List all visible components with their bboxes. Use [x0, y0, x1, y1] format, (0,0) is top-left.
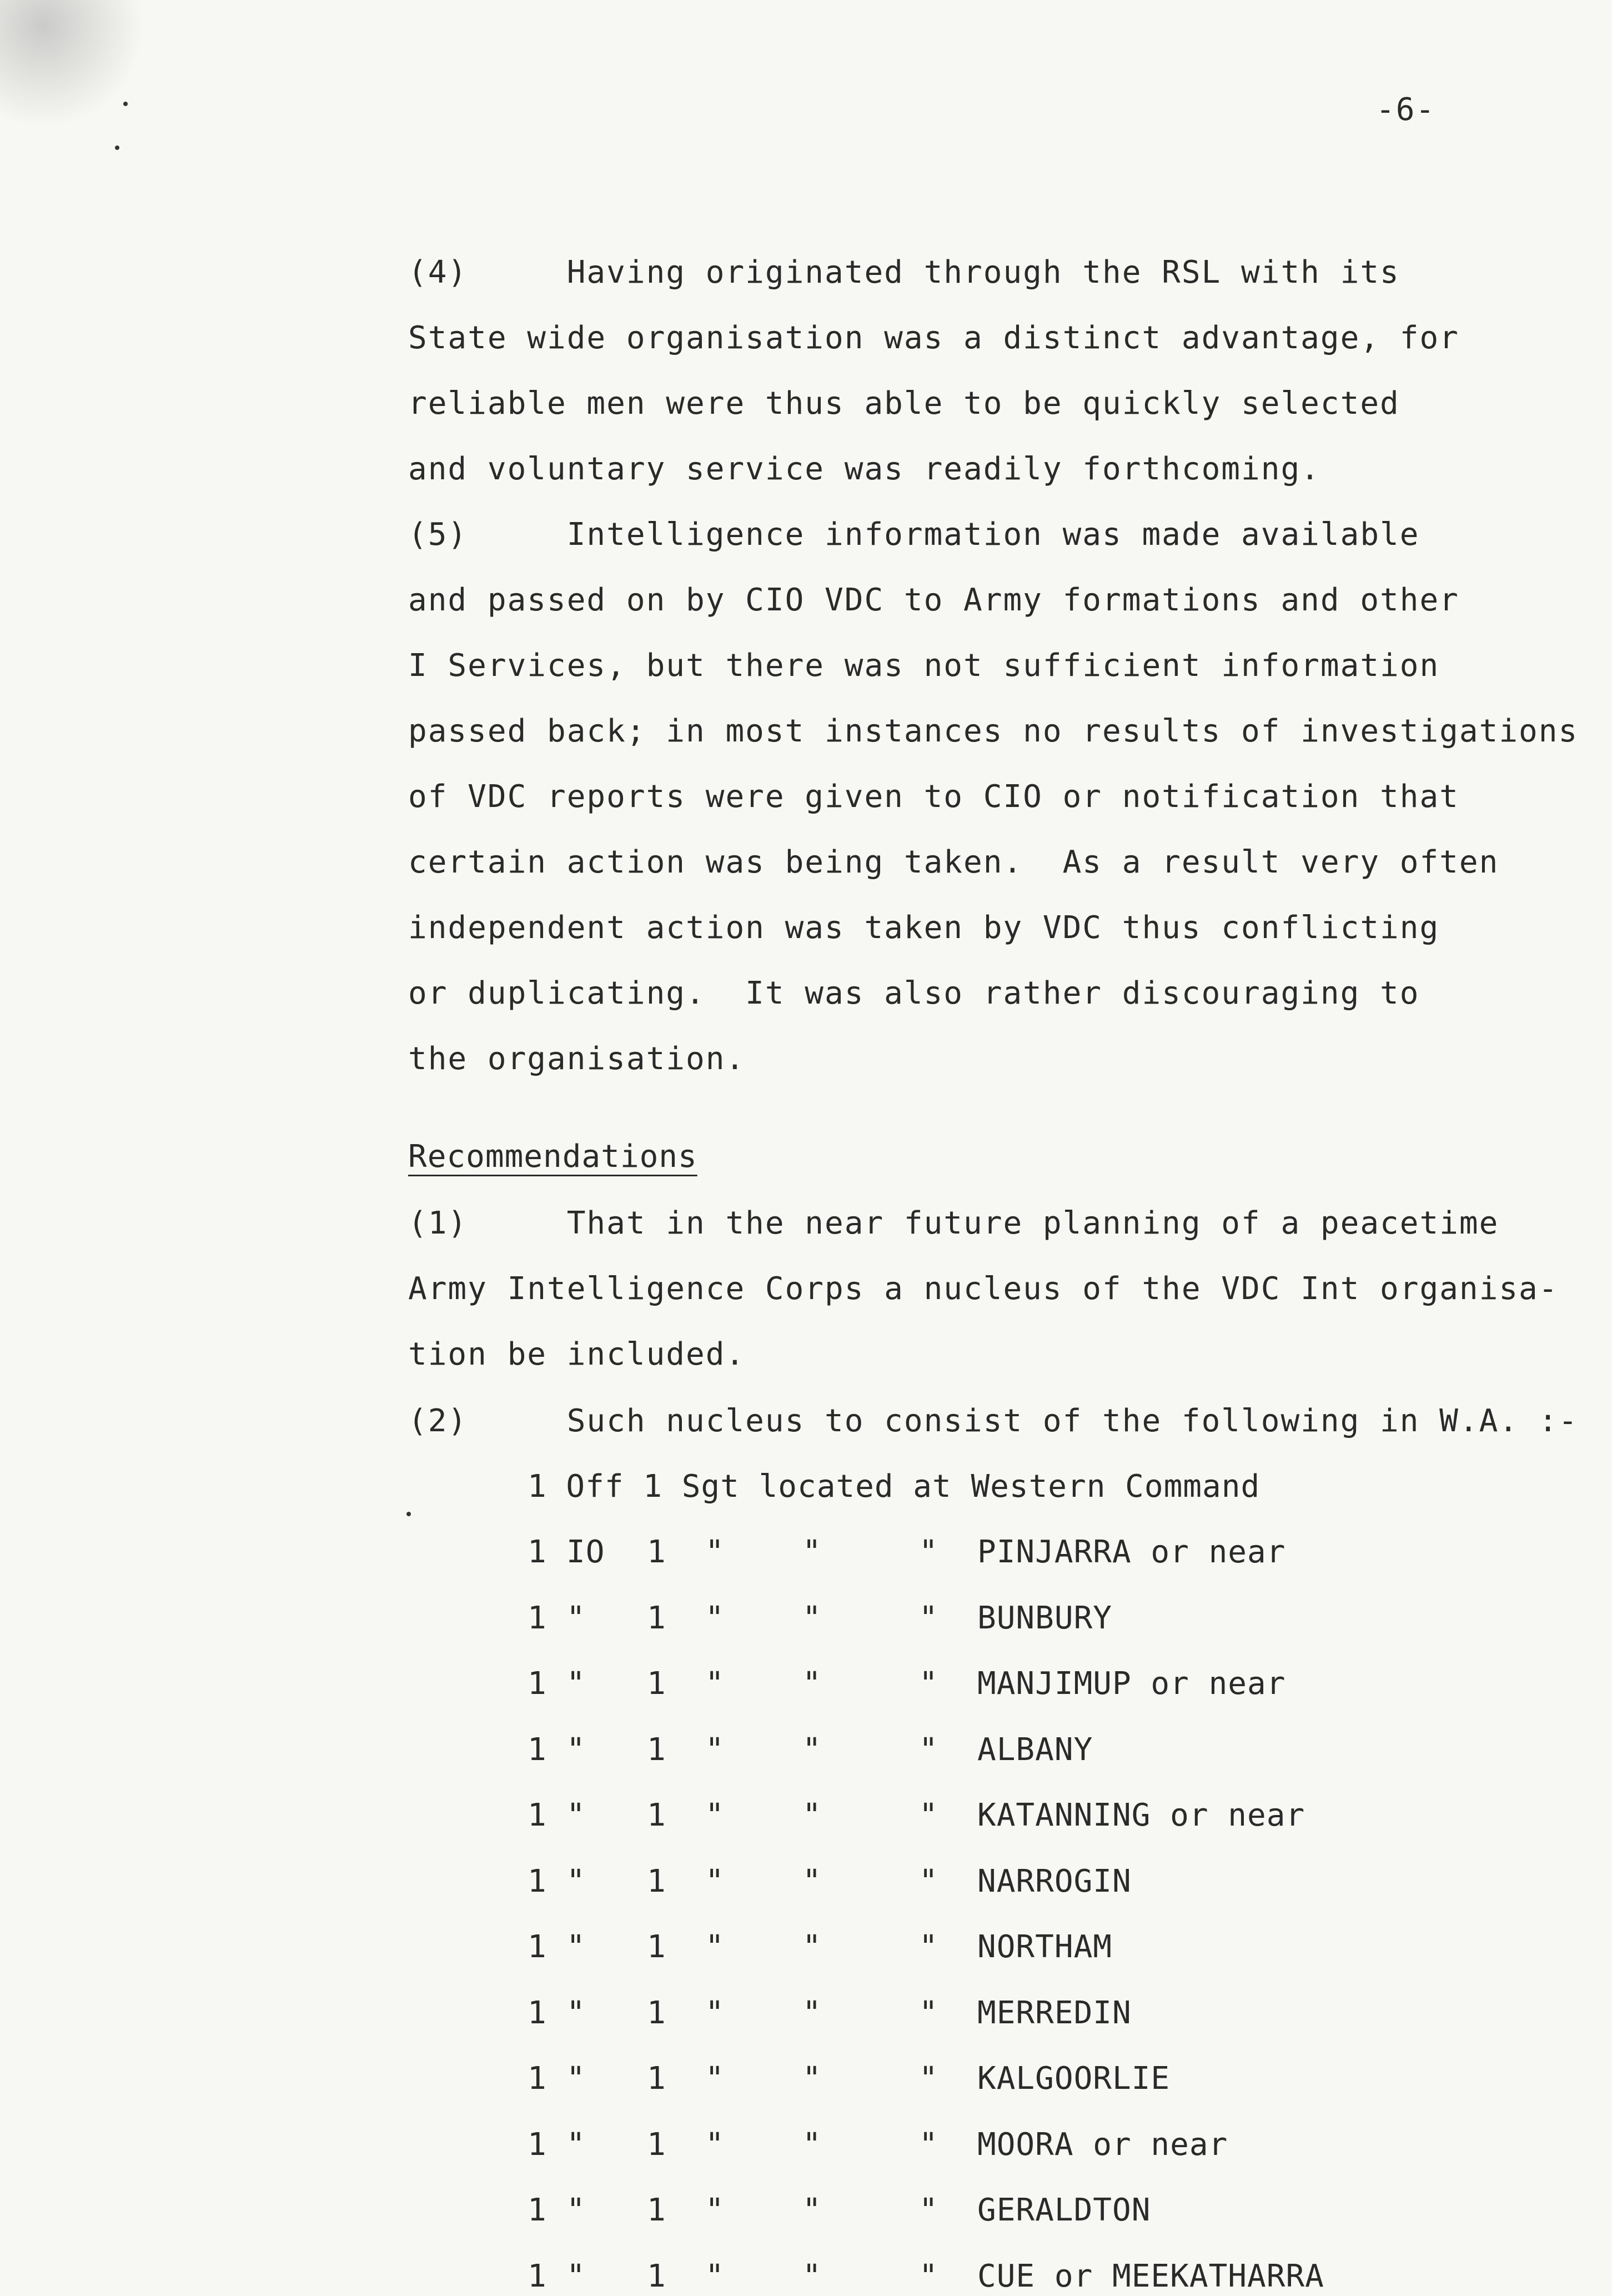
row-cell: 1: [528, 1666, 547, 1702]
row-cell: ": [802, 2258, 822, 2294]
scan-smudge: [0, 0, 144, 128]
row-cell: 1: [647, 2258, 666, 2294]
location-name: CUE or MEEKATHARRA: [977, 2258, 1324, 2294]
row-cell: ": [705, 1534, 725, 1570]
location-name: PINJARRA or near: [977, 1534, 1286, 1570]
row-cell: ": [566, 2061, 586, 2097]
ink-dot: [115, 146, 119, 150]
row-cell: ": [705, 2258, 725, 2294]
row-cell: ": [919, 1731, 938, 1768]
row-cell: ": [802, 1863, 822, 1899]
row-cell: ": [919, 1929, 938, 1965]
row-cell: ": [802, 1797, 822, 1833]
row-cell: ": [919, 1797, 938, 1833]
row-cell: ": [705, 1994, 725, 2031]
paragraph-line: independent action was taken by VDC thus conflicting: [408, 910, 1440, 946]
row-cell: 1: [647, 1994, 666, 2031]
paragraph-line: State wide organisation was a distinct advantage, for: [408, 320, 1459, 356]
recommendation-line: tion be included.: [408, 1336, 746, 1372]
row-cell: ": [919, 1666, 938, 1702]
row-cell: ": [919, 2061, 938, 2097]
row-cell: ": [566, 1797, 586, 1833]
staff-row-command: 1 Off 1 Sgt located at Western Command: [528, 1468, 1261, 1505]
row-cell: 1: [647, 2126, 666, 2163]
row-cell: ": [566, 1863, 586, 1899]
row-cell: ": [566, 2126, 586, 2163]
paragraph-line: (5) Intelligence information was made available: [408, 517, 1420, 553]
location-name: GERALDTON: [977, 2192, 1151, 2228]
location-name: NORTHAM: [977, 1929, 1113, 1965]
row-cell: ": [802, 1929, 822, 1965]
ink-dot: [406, 1512, 411, 1516]
row-cell: ": [919, 2126, 938, 2163]
row-cell: ": [705, 1600, 725, 1636]
row-cell: ": [919, 1600, 938, 1636]
row-cell: ": [566, 1600, 586, 1636]
row-cell: 1: [647, 1731, 666, 1768]
recommendation-line: (1) That in the near future planning of a peacetime: [408, 1205, 1499, 1241]
row-cell: 1: [647, 1534, 666, 1570]
row-cell: ": [802, 1731, 822, 1768]
row-cell: 1: [528, 2061, 547, 2097]
row-cell: 1: [528, 2192, 547, 2228]
location-name: KATANNING or near: [977, 1797, 1305, 1833]
row-cell: ": [802, 2192, 822, 2228]
row-cell: 1: [528, 1863, 547, 1899]
row-cell: 1: [528, 1994, 547, 2031]
location-name: KALGOORLIE: [977, 2061, 1171, 2097]
paragraph-line: I Services, but there was not sufficient information: [408, 648, 1440, 684]
location-name: MOORA or near: [977, 2126, 1228, 2163]
paragraph-line: certain action was being taken. As a result very often: [408, 844, 1499, 880]
row-cell: ": [566, 2258, 586, 2294]
row-cell: ": [802, 1994, 822, 2031]
row-cell: ": [566, 1929, 586, 1965]
row-cell: ": [705, 1863, 725, 1899]
row-cell: 1: [647, 1600, 666, 1636]
row-cell: 1: [647, 2192, 666, 2228]
row-cell: ": [705, 1797, 725, 1833]
row-cell: ": [802, 1600, 822, 1636]
location-name: ALBANY: [977, 1731, 1093, 1768]
section-heading: Recommendations: [408, 1139, 697, 1175]
row-cell: 1: [647, 1863, 666, 1899]
row-cell: ": [802, 1666, 822, 1702]
row-cell: ": [705, 1929, 725, 1965]
paragraph-line: the organisation.: [408, 1041, 746, 1077]
location-name: BUNBURY: [977, 1600, 1113, 1636]
row-cell: 1: [647, 1797, 666, 1833]
paragraph-line: and passed on by CIO VDC to Army formations and other: [408, 582, 1459, 618]
row-cell: 1: [528, 1929, 547, 1965]
row-cell: ": [566, 2192, 586, 2228]
paragraph-line: of VDC reports were given to CIO or notification that: [408, 779, 1459, 815]
paragraph-line: passed back; in most instances no results of investigations: [408, 713, 1579, 749]
recommendation-line: Army Intelligence Corps a nucleus of the VDC Int organisa-: [408, 1271, 1559, 1307]
row-cell: ": [566, 1731, 586, 1768]
row-cell: ": [919, 2258, 938, 2294]
row-cell: ": [802, 1534, 822, 1570]
row-cell: 1: [528, 1797, 547, 1833]
row-cell: 1: [647, 1666, 666, 1702]
paragraph-line: and voluntary service was readily forthcoming.: [408, 451, 1320, 487]
row-cell: ": [705, 1731, 725, 1768]
row-cell: IO: [566, 1534, 605, 1570]
recommendation-line: (2) Such nucleus to consist of the following in W.A. :-: [408, 1403, 1579, 1439]
row-cell: ": [566, 1666, 586, 1702]
row-cell: ": [705, 2061, 725, 2097]
paragraph-line: (4) Having originated through the RSL with its: [408, 254, 1400, 290]
row-cell: 1: [528, 1600, 547, 1636]
row-cell: 1: [528, 2258, 547, 2294]
row-cell: 1: [647, 2061, 666, 2097]
page-number: -6-: [1376, 92, 1436, 128]
row-cell: 1: [528, 1731, 547, 1768]
location-name: MERREDIN: [977, 1994, 1132, 2031]
row-cell: ": [705, 1666, 725, 1702]
paragraph-line: or duplicating. It was also rather discouraging to: [408, 975, 1420, 1011]
row-cell: ": [802, 2061, 822, 2097]
row-cell: 1: [647, 1929, 666, 1965]
row-cell: ": [705, 2192, 725, 2228]
row-cell: 1: [528, 1534, 547, 1570]
paragraph-line: reliable men were thus able to be quickly selected: [408, 385, 1400, 422]
location-name: NARROGIN: [977, 1863, 1132, 1899]
row-cell: ": [919, 1863, 938, 1899]
row-cell: ": [566, 1994, 586, 2031]
row-cell: 1: [528, 2126, 547, 2163]
row-cell: ": [802, 2126, 822, 2163]
row-cell: ": [919, 1994, 938, 2031]
row-cell: ": [705, 2126, 725, 2163]
location-name: MANJIMUP or near: [977, 1666, 1286, 1702]
ink-dot: [123, 102, 128, 106]
row-cell: ": [919, 1534, 938, 1570]
row-cell: ": [919, 2192, 938, 2228]
